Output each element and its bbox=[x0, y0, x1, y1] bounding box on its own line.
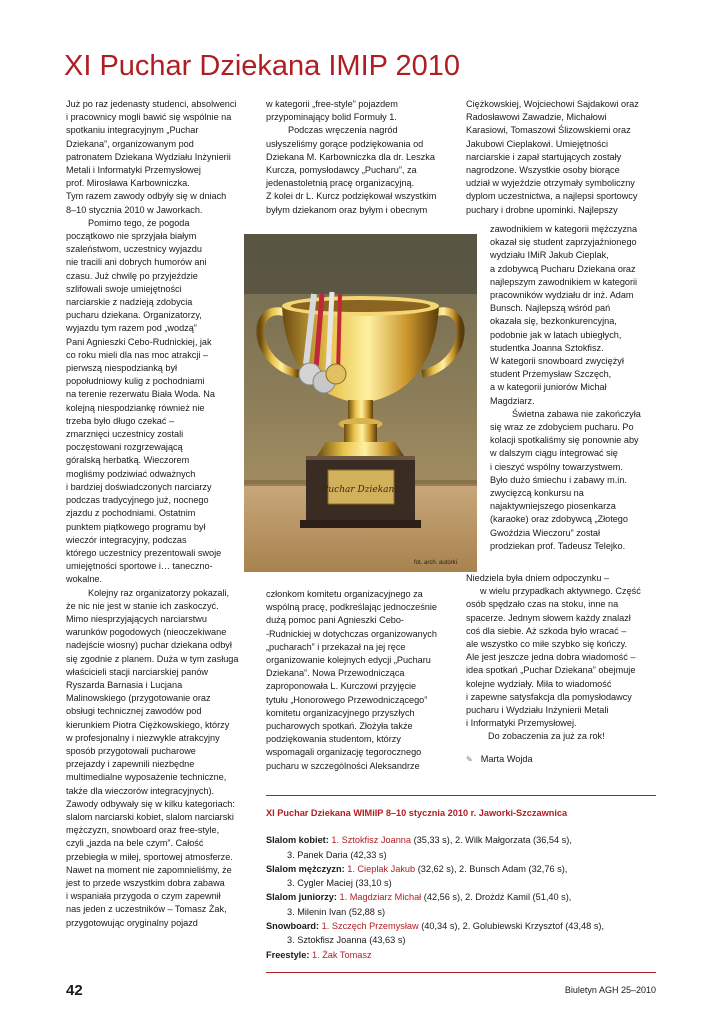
text-line: czasu. Już chwilę po przyjeździe bbox=[66, 270, 198, 281]
trophy-illustration bbox=[244, 234, 477, 572]
text-line: Mimo niesprzyjających narciarstwu bbox=[66, 613, 207, 624]
text-line: mężczyzn, snowboard oraz free-style, bbox=[66, 825, 220, 836]
text-line: w wielu przypadkach aktywnego. Część bbox=[480, 586, 641, 597]
author-name: Marta Wojda bbox=[480, 754, 533, 764]
text-line: pucharowych spotkań. Złożyła także bbox=[266, 721, 413, 732]
text-line: Podczas wręczenia nagród bbox=[288, 125, 398, 136]
text-line: szlifowali swoje umiejętności bbox=[66, 283, 182, 294]
result-line bbox=[266, 919, 656, 933]
text-line: Nawet na moment nie zapomnieliśmy, że bbox=[66, 864, 232, 875]
results-top-rule bbox=[266, 795, 656, 796]
text-line: wspomagali organizację tegorocznego bbox=[266, 747, 422, 758]
text-line: usłyszeliśmy gorące podziękowania od bbox=[266, 138, 424, 149]
text-line: komitetu organizacyjnego przyszłych bbox=[266, 707, 415, 718]
result-others: (40,34 s), 2. Golubiewski Krzysztof (43,48 s), bbox=[418, 921, 605, 932]
text-line: Do zobaczenia za już za rok! bbox=[488, 731, 605, 742]
text-line: nagrodzone. Wszystkie osoby biorące bbox=[466, 165, 620, 176]
result-third-place: 3. Panek Daria (42,33 s) bbox=[287, 849, 387, 860]
text-line: się zgodnie z planem. Duża w tym zasługa bbox=[66, 653, 239, 664]
text-column-2-bottom bbox=[266, 588, 454, 773]
text-line: warunków pogodowych (nieoczekiwane bbox=[66, 627, 227, 638]
text-line: Świetna zabawa nie zakończyła bbox=[512, 408, 641, 419]
text-line: Metali i Informatyki Przemysłowej bbox=[66, 165, 201, 176]
text-column-1 bbox=[66, 98, 258, 930]
text-line: a zdobywcą Pucharu Dziekana oraz bbox=[490, 263, 636, 274]
text-line: W kategorii snowboard zwyciężył bbox=[490, 356, 624, 367]
text-line: także dla wieczorów integracyjnych). bbox=[66, 785, 215, 796]
text-line: zmarznięci uczestnicy zostali bbox=[66, 429, 184, 440]
text-line: Gwoździa Wieczoru” został bbox=[490, 527, 601, 538]
text-line: Radosławowi Zawadzie, Michałowi bbox=[466, 112, 607, 123]
result-category: Slalom mężczyzn: bbox=[266, 863, 345, 874]
results-box bbox=[266, 806, 656, 962]
text-line: Pani Agnieszki Cebo-Rudnickiej, jak bbox=[66, 336, 212, 347]
result-category: Slalom juniorzy: bbox=[266, 892, 337, 903]
text-line: poczęstowani rozgrzewającą bbox=[66, 442, 183, 453]
text-column-3-top bbox=[466, 98, 656, 217]
text-line: Malinowskiego (przygotowanie oraz bbox=[66, 693, 211, 704]
text-column-3-bottom bbox=[466, 572, 654, 744]
text-line: najlepszym zawodnikiem w kategorii bbox=[490, 276, 638, 287]
text-line: coś dla siebie. Aż szkoda było wracać – bbox=[466, 625, 627, 636]
text-line: sposób przygotowali pucharowe bbox=[66, 745, 196, 756]
text-line: pucharu dziekana. Organizatorzy, bbox=[66, 310, 202, 321]
text-line: byłym dziekanom oraz byłym i obecnym bbox=[266, 204, 428, 215]
text-line: Magdziarz. bbox=[490, 395, 535, 406]
text-line: organizowanie kolejnych edycji „Pucharu bbox=[266, 655, 431, 666]
page-number: 42 bbox=[66, 982, 83, 999]
text-line: w kategorii „free-style” pojazdem bbox=[266, 99, 398, 109]
text-line: i pracownicy mogli bawić się wspólnie na bbox=[66, 112, 232, 123]
text-line: Ciężkowskiej, Wojciechowi Sajdakowi oraz bbox=[466, 99, 639, 109]
text-line: wydziału IMiR Jakub Cieplak, bbox=[490, 250, 609, 261]
text-line: obsługi technicznej zawodów pod bbox=[66, 706, 202, 717]
text-line: pierwszą niespodzianką był bbox=[66, 363, 178, 374]
text-line: podczas tradycyjnego już, nocnego bbox=[66, 495, 209, 506]
text-line: Jakubowi Cieplakowi. Umiejętności bbox=[466, 138, 609, 149]
result-others: (42,56 s), 2. Drożdż Kamil (51,40 s), bbox=[421, 892, 572, 903]
text-line: dyplom uczestnictwa, a najlepsi sportowcy bbox=[466, 191, 638, 202]
text-line: czyli „jazda na bele czym”. Całość bbox=[66, 838, 204, 849]
text-line: dużą pomoc pani Agnieszki Cebo- bbox=[266, 615, 404, 626]
result-category: Snowboard: bbox=[266, 921, 320, 932]
result-line bbox=[266, 890, 656, 904]
text-line: patronatem Dziekana Wydziału Inżynierii bbox=[66, 151, 231, 162]
text-line: właścicieli stacji narciarskiej panów bbox=[66, 666, 208, 677]
text-line: jest to przede wszystkim dobra zabawa bbox=[66, 877, 225, 888]
text-line: i cieszyć wspólny towarzystwem. bbox=[490, 461, 623, 472]
text-line: Bunsch. Najlepszą wśród pań bbox=[490, 303, 611, 314]
text-line: spacerze. Jednym słowem każdy znalazł bbox=[466, 612, 631, 623]
text-line: i bardziej doświadczonych narciarzy bbox=[66, 481, 212, 492]
text-line: wyjazdu tym razem pod „wodzą” bbox=[66, 323, 197, 334]
text-line: Karasiowi, Tomaszowi Ślizowskiemi oraz bbox=[466, 125, 631, 136]
text-line: zawodnikiem w kategorii mężczyzna bbox=[490, 224, 638, 234]
text-line: kierunkiem Piotra Ciężkowskiego, którzy bbox=[66, 719, 230, 730]
result-category: Freestyle: bbox=[266, 949, 310, 960]
result-winner: 1. Żak Tomasz bbox=[311, 949, 372, 960]
text-line: nas jeden z uczestników – Tomasz Żak, bbox=[66, 904, 227, 915]
plaque-text: Puchar Dziekana bbox=[322, 485, 400, 495]
text-line: ale wszystko co miłe szybko się kończy. bbox=[466, 639, 628, 650]
result-others: (32,62 s), 2. Bunsch Adam (32,76 s), bbox=[415, 863, 568, 874]
text-line: -Rudnickiej w dotychczas organizowanych bbox=[266, 628, 437, 639]
text-line: prodziekan prof. Tadeusz Telejko. bbox=[490, 540, 626, 551]
pen-icon: ✎ bbox=[466, 755, 473, 764]
text-line: 8–10 stycznia 2010 w Jaworkach. bbox=[66, 204, 203, 215]
text-line: kolejną niespodziankę również nie bbox=[66, 402, 205, 413]
text-line: przejazdy i zapewnili niezbędne bbox=[66, 759, 195, 770]
text-line: się wraz ze zdobyciem pucharu. Po bbox=[490, 422, 634, 433]
text-line: prof. Mirosława Karbowniczka. bbox=[66, 178, 190, 189]
text-line: student Przemysław Szczęch, bbox=[490, 369, 612, 380]
text-line: nadejście wiosny) puchar dziekana odbył bbox=[66, 640, 232, 651]
text-line: początkowo nie sprzyjała białym bbox=[66, 231, 197, 242]
text-line: okazała się, bezkonkurencyjna, bbox=[490, 316, 617, 327]
text-line: i zapewne satysfakcja dla pomysłodawcy bbox=[466, 691, 632, 702]
result-third-place: 3. Cygler Maciej (33,10 s) bbox=[287, 878, 392, 889]
text-line: Kolejny raz organizatorzy pokazali, bbox=[88, 587, 230, 598]
trophy-photo bbox=[244, 234, 477, 572]
text-line: Niedziela była dniem odpoczynku – bbox=[466, 573, 610, 583]
result-winner: 1. Cieplak Jakub bbox=[347, 863, 416, 874]
text-line: trzeba było długo czekać – bbox=[66, 415, 175, 426]
text-line: pucharu w szczególności Aleksandrze bbox=[266, 760, 420, 771]
text-line: co roku mieli dla nas moc atrakcji – bbox=[66, 349, 208, 360]
text-line: udział w wyjeździe otrzymały symboliczny bbox=[466, 178, 635, 189]
journal-footer: Biuletyn AGH 25–2010 bbox=[564, 985, 656, 995]
text-line: „pucharach” i przekazał na jej ręce bbox=[266, 641, 406, 652]
text-line: przygotowując oryginalny pojazd bbox=[66, 917, 198, 928]
text-line: wspólną pracę, podkreślając jednocześnie bbox=[266, 602, 437, 613]
text-line: kolejne wydziały. Miła to wiadomość bbox=[466, 678, 612, 689]
text-line: na terenie rezerwatu Biała Woda. Na bbox=[66, 389, 215, 400]
result-winner: 1. Szczęch Przemysław bbox=[321, 921, 419, 932]
result-third-place: 3. Milenin Ivan (52,88 s) bbox=[287, 906, 386, 917]
text-line: tytułu „Honorowego Przewodniczącego” bbox=[266, 694, 428, 705]
text-line: okazał się student zaprzyjaźnionego bbox=[490, 237, 637, 248]
results-list bbox=[266, 833, 656, 962]
results-title: XI Puchar Dziekana WIMiIP 8–10 stycznia 2010 r. Jaworki-Szczawnica bbox=[266, 808, 568, 818]
text-line: Dziekana”. Nowa Przewodnicząca bbox=[266, 668, 405, 679]
result-winner: 1. Magdziarz Michał bbox=[339, 892, 422, 903]
text-line: zwycięzcą konkursu na bbox=[490, 488, 584, 499]
text-line: Już po raz jedenasty studenci, absolwenci bbox=[66, 99, 237, 109]
text-line: studentka Joanna Sztokfisz. bbox=[490, 342, 604, 353]
text-line: przebiegła w miłej, sportowej atmosferze. bbox=[66, 851, 233, 862]
text-line: i Informatyki Przemysłowej. bbox=[466, 718, 577, 729]
author-signature bbox=[466, 754, 533, 764]
text-line: idea spotkań „Puchar Dziekana” obejmuje bbox=[466, 665, 636, 676]
photo-credit: fot. arch. autorki bbox=[414, 560, 458, 566]
text-line: i wspaniała przygoda o czym zapewnił bbox=[66, 891, 221, 902]
text-line: spotkaniu integracyjnym „Puchar bbox=[66, 125, 199, 136]
text-line: nie tracili ani dobrych humorów ani bbox=[66, 257, 207, 268]
text-line: zjazdu z pochodniami. Ostatnim bbox=[66, 508, 196, 519]
text-line: wieczór integracyjny, podczas bbox=[66, 534, 187, 545]
text-line: a w kategorii juniorów Michał bbox=[490, 382, 607, 393]
text-line: Kurcza, pomysłodawcy „Pucharu”, za bbox=[266, 165, 417, 176]
result-line bbox=[266, 948, 656, 962]
result-third-place: 3. Sztokfisz Joanna (43,63 s) bbox=[287, 935, 406, 946]
text-column-3-middle bbox=[490, 223, 658, 553]
result-line bbox=[266, 862, 656, 876]
text-line: najaktywniejszego piosenkarza bbox=[490, 501, 616, 512]
text-line: podziękowania studentom, którzy bbox=[266, 734, 401, 745]
text-line: multimedialne wyposażenie techniczne, bbox=[66, 772, 227, 783]
text-line: mogliśmy podziwiać odważnych bbox=[66, 468, 196, 479]
results-bottom-rule bbox=[266, 972, 656, 973]
text-line: kolacji spotkaliśmy się ponownie aby bbox=[490, 435, 639, 446]
text-line: osób spędzało czas na stoku, inne na bbox=[466, 599, 619, 610]
text-line: slalom narciarski kobiet, slalom narciarski bbox=[66, 811, 234, 822]
text-line: szaleństwom, uczestnicy wyjazdu bbox=[66, 244, 202, 255]
text-line: (karaoke) oraz zdobywcą „Złotego bbox=[490, 514, 628, 525]
text-line: podobnie jak w latach ubiegłych, bbox=[490, 329, 622, 340]
text-line: pracowników wydziału dr inż. Adam bbox=[490, 290, 634, 301]
text-line: umiejętności sportowe i… taneczno- bbox=[66, 561, 213, 572]
text-line: członkom komitetu organizacyjnego za bbox=[266, 589, 423, 599]
text-line: Z kolei dr L. Kurcz podziękował wszystkim bbox=[266, 191, 437, 202]
text-line: przypominający bolid Formuły 1. bbox=[266, 112, 397, 123]
text-line: góralską herbatką. Wieczorem bbox=[66, 455, 190, 466]
text-line: w dalszym ciągu integrować się bbox=[490, 448, 618, 459]
text-line: wokalne. bbox=[66, 574, 103, 585]
result-category: Slalom kobiet: bbox=[266, 835, 329, 846]
text-line: narciarskie i zapał startujących zostały bbox=[466, 151, 622, 162]
article-title: XI Puchar Dziekana IMIP 2010 bbox=[64, 50, 461, 82]
result-line bbox=[266, 833, 656, 847]
text-column-2-top bbox=[266, 98, 452, 217]
result-winner: 1. Sztokfisz Joanna bbox=[331, 835, 412, 846]
text-line: punktem piątkowego programu był bbox=[66, 521, 206, 532]
text-line: narciarskie z nadzieją zdobycia bbox=[66, 297, 193, 308]
text-line: zaproponowała L. Kurczowi przyjęcie bbox=[266, 681, 417, 692]
text-line: puchary i drobne upominki. Najlepszy bbox=[466, 204, 618, 215]
text-line: Było dużo śmiechu i zabawy m.in. bbox=[490, 474, 627, 485]
text-line: Ryszarda Barnasia i Lucjana bbox=[66, 679, 183, 690]
text-line: Ale jest jeszcze jedna dobra wiadomość – bbox=[466, 652, 636, 663]
text-line: Dziekana M. Karbowniczka dla dr. Leszka bbox=[266, 151, 435, 162]
text-line: którego uczestnicy prezentowali swoje bbox=[66, 547, 222, 558]
text-line: w profesjonalny i niezwykle atrakcyjny bbox=[66, 732, 220, 743]
text-line: jedenastoletnią pracę organizacyjną. bbox=[266, 178, 415, 189]
text-line: Zawody odbywały się w kilku kategoriach: bbox=[66, 798, 235, 809]
text-line: pucharu i Wydziału Inżynierii Metali bbox=[466, 705, 609, 716]
text-line: Pomimo tego, że pogoda bbox=[88, 217, 190, 228]
text-line: Tym razem zawody odbyły się w dniach bbox=[66, 191, 227, 202]
result-others: (35,33 s), 2. Wilk Małgorzata (36,54 s), bbox=[411, 835, 572, 846]
text-line: że nic nie jest w stanie ich zaskoczyć. bbox=[66, 600, 219, 611]
text-line: Dziekana”, organizowanym pod bbox=[66, 138, 194, 149]
text-line: popołudniowy kulig z pochodniami bbox=[66, 376, 205, 387]
